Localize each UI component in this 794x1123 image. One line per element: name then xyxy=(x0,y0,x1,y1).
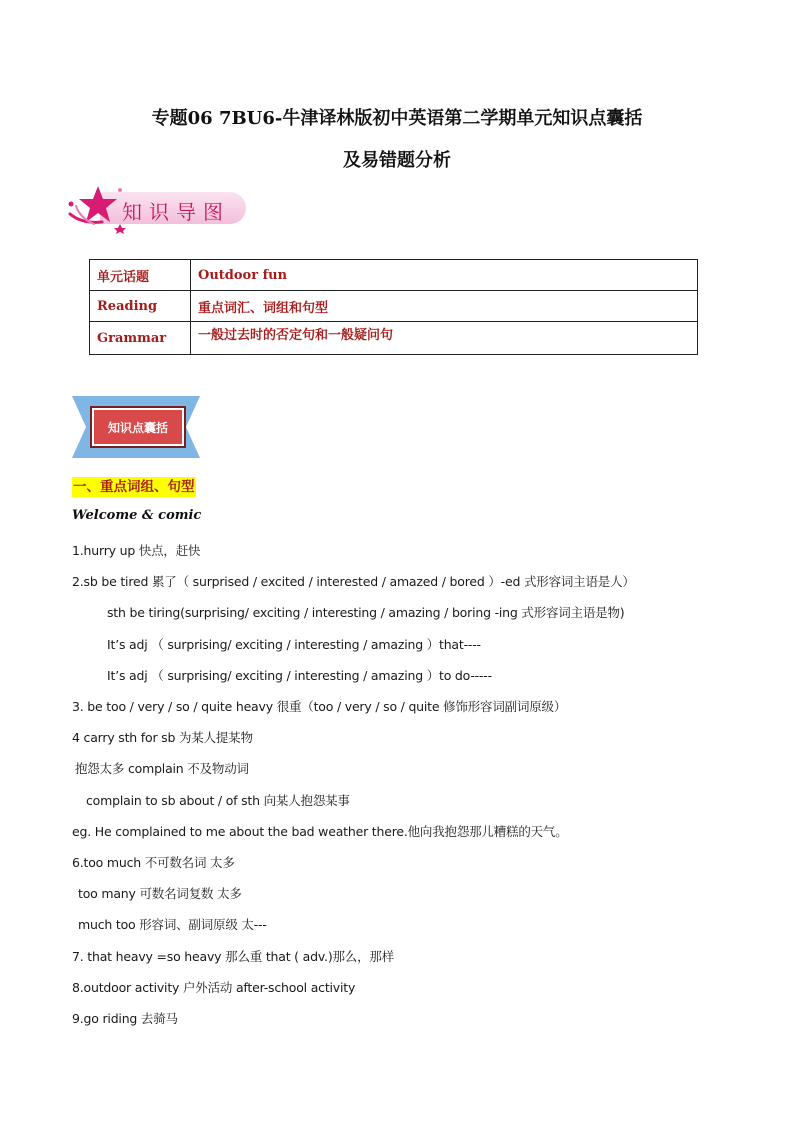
content-line: 3. be too / very / so / quite heavy 很重（too / very / so / quite 修饰形容词副词原级） xyxy=(72,699,567,714)
content-line: It’s adj （ surprising/ exciting / interesting / amazing ）to do----- xyxy=(107,668,492,683)
section-badge xyxy=(72,396,200,458)
table-row xyxy=(90,260,698,291)
star-icon xyxy=(68,184,128,234)
table-cell-label: 单元话题 xyxy=(90,260,191,291)
content-line: 7. that heavy =so heavy 那么重 that ( adv.)那么，那样 xyxy=(72,949,395,964)
section-badge-label: 知识点囊括 xyxy=(107,421,168,435)
content-line: complain to sb about / of sth 向某人抱怨某事 xyxy=(86,793,350,808)
knowledge-map-label: 知识导图 xyxy=(122,200,230,224)
document-title-line1: 专题06 7BU6-牛津译林版初中英语第二学期单元知识点囊括 xyxy=(151,108,643,129)
content-line: 9.go riding 去骑马 xyxy=(72,1011,178,1026)
table-cell-value: 一般过去时的否定句和一般疑问句 xyxy=(191,322,698,355)
content-line: 2.sb be tired 累了（ surprised / excited / interested / amazed / bored ）-ed 式形容词主语是人） xyxy=(72,574,635,589)
content-line: sth be tiring(surprising/ exciting / interesting / amazing / boring -ing 式形容词主语是物) xyxy=(107,605,625,620)
content-line: 6.too much 不可数名词 太多 xyxy=(72,855,235,870)
knowledge-map-banner xyxy=(68,184,248,234)
section-heading: 一、重点词组、句型 xyxy=(73,479,195,495)
content-line: too many 可数名词复数 太多 xyxy=(78,886,242,901)
unit-overview-table xyxy=(89,259,698,355)
table-row xyxy=(90,291,698,322)
content-line: eg. He complained to me about the bad weather there.他向我抱怨那儿糟糕的天气。 xyxy=(72,824,568,839)
content-line: 抱怨太多 complain 不及物动词 xyxy=(75,761,249,776)
content-line: much too 形容词、副词原级 太--- xyxy=(78,917,267,932)
table-cell-label: Grammar xyxy=(90,322,191,355)
table-cell-label: Reading xyxy=(90,291,191,322)
document-title-line2: 及易错题分析 xyxy=(343,150,451,171)
subheading: Welcome & comic xyxy=(72,508,202,523)
content-line: 1.hurry up 快点，赶快 xyxy=(72,543,201,558)
table-cell-value: 重点词汇、词组和句型 xyxy=(191,291,698,322)
table-row xyxy=(90,322,698,355)
section-badge-box xyxy=(92,408,184,446)
content-line: 4 carry sth for sb 为某人提某物 xyxy=(72,730,253,745)
content-line: It’s adj （ surprising/ exciting / interesting / amazing ）that---- xyxy=(107,637,481,652)
table-cell-value: Outdoor fun xyxy=(191,260,698,291)
content-line: 8.outdoor activity 户外活动 after-school activity xyxy=(72,980,356,995)
